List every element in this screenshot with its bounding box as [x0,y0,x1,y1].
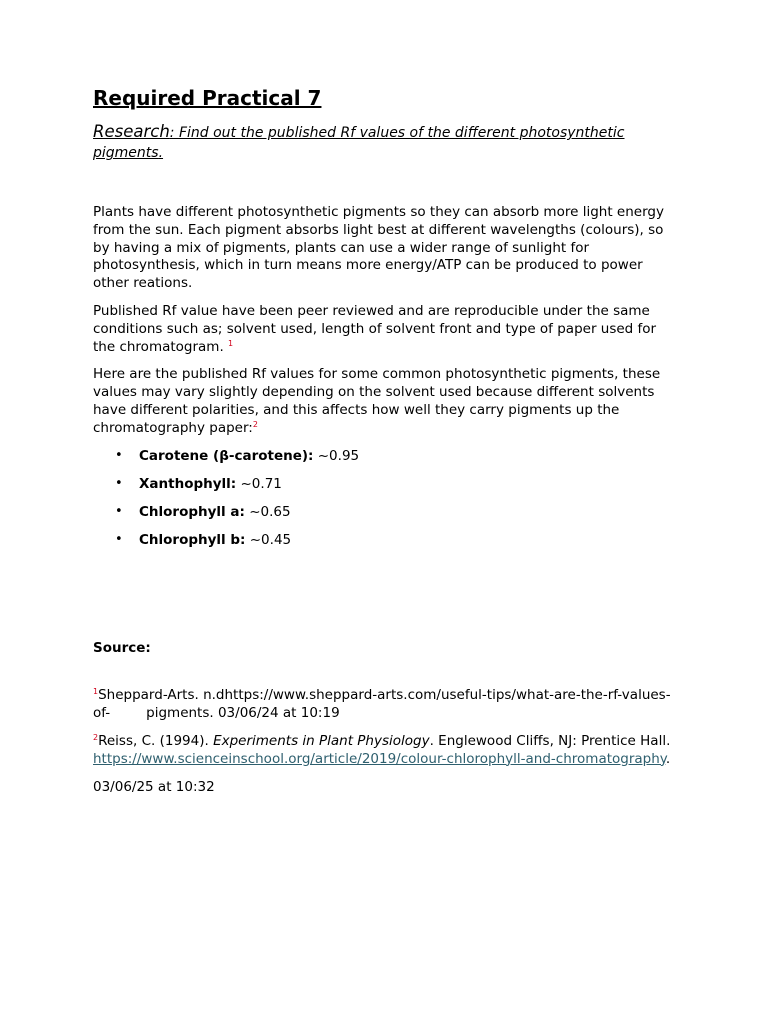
paragraph-published-rf [93,303,673,356]
footnote-ref-2[interactable]: 2 [252,419,258,429]
paragraph-rf-values-text: Here are the published Rf values for some common photosynthetic pigments, these values may vary slightly depending on the solvent used because different solvents have different polarities, and this affects how well they carry pigments up the chromatography paper: [93,366,661,436]
pigment-name: Carotene (β-carotene): [139,447,314,464]
list-item [93,503,673,531]
bullet-icon: • [115,531,123,547]
bullet-icon: • [115,475,123,491]
paragraph-pigments-intro: Plants have different photosynthetic pigments so they can absorb more light energy from the sun. Each pigment absorbs light best at different wavelengths (colours), so by having a mix of pigments, plants can use a wider range of sunlight for photosynthesis, which in turn means more energy/ATP can be produced to power other reations. [93,204,664,292]
reference-2-author: Reiss, C. (1994). [98,732,214,749]
pigment-rf-value: ~0.65 [249,503,291,520]
pigment-list [93,447,673,559]
list-item [93,475,673,503]
list-item [93,531,673,559]
source-heading: Source: [93,639,151,656]
reference-1 [93,686,673,722]
pigment-name: Chlorophyll a: [139,503,245,520]
reference-2-publisher: . Englewood Cliffs, NJ: Prentice Hall. [429,732,671,749]
pigment-rf-value: ~0.71 [240,475,282,492]
research-label: Research [93,122,170,141]
research-line [93,122,673,163]
reference-date: 03/06/25 at 10:32 [93,778,215,795]
pigment-name: Chlorophyll b: [139,531,246,548]
reference-1-accessed: pigments. 03/06/24 at 10:19 [146,704,340,721]
paragraph-rf-values [93,366,673,437]
reference-2-book-title: Experiments in Plant Physiology [213,732,430,749]
reference-2 [93,732,673,768]
reference-1-number: 1 [93,686,99,696]
list-item [93,447,673,475]
bullet-icon: • [115,503,123,519]
research-description: : Find out the published Rf values of the different photosynthetic pigments [93,125,625,161]
footnote-ref-1[interactable]: 1 [228,338,234,348]
document-page [93,85,673,796]
pigment-rf-value: ~0.95 [317,447,360,464]
reference-1-text: Sheppard-Arts. n.dhttps://www.sheppard-arts.com/useful-tips/what-are-the-rf-values-of- [93,686,671,721]
pigment-name: Xanthophyll: [139,475,237,492]
reference-2-link[interactable]: https://www.scienceinschool.org/article/2019/colour-chlorophyll-and-chromatography [93,750,666,767]
reference-2-end: . [665,750,671,767]
research-period: . [158,145,164,161]
page-title: Required Practical 7 [93,86,322,110]
paragraph-published-rf-text: Published Rf value have been peer reviewed and are reproducible under the same conditions such as; solvent used, length of solvent front and type of paper used for the chromatogram. [93,302,657,355]
pigment-rf-value: ~0.45 [249,531,292,548]
bullet-icon: • [115,447,123,463]
reference-2-number: 2 [93,732,99,742]
